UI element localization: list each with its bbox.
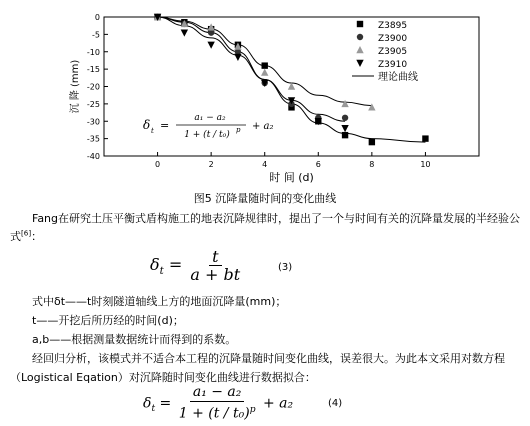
data-point xyxy=(181,29,188,36)
chart-axes xyxy=(68,13,479,184)
eq4-den-text: 1 + (t / t₀) xyxy=(178,405,250,422)
legend-marker xyxy=(356,46,363,53)
formula-denominator-sup: p xyxy=(236,126,241,134)
y-axis-label: 沉 降 (mm) xyxy=(70,59,81,114)
formula-lhs-sub: t xyxy=(151,127,154,135)
chart-legend xyxy=(352,21,418,83)
eq3-lhs: δ xyxy=(150,255,160,274)
data-point xyxy=(341,125,348,132)
settlement-time-chart xyxy=(0,0,530,190)
definition-ab: a,b——根据测量数据统计而得到的系数。 xyxy=(32,333,237,346)
eq3-numerator: t xyxy=(209,248,221,266)
eq4-den-sup: p xyxy=(249,405,256,415)
eq3-lhs-sub: t xyxy=(159,265,164,278)
data-point xyxy=(234,54,241,61)
paragraph-1-line-2 xyxy=(10,228,42,244)
paragraph-2-line-1: 经回归分析，该模式并不适合本工程的沉降量随时间变化曲线，误差很大。为此本文采用对数方程 xyxy=(32,352,505,365)
y-tick-label: -5 xyxy=(92,30,100,40)
paragraph-1-colon: ： xyxy=(31,230,43,243)
eq4-rhs: + a₂ xyxy=(262,395,294,412)
definition-t: t——开挖后所历经的时间(d)； xyxy=(32,314,184,327)
formula-lhs: δ xyxy=(143,118,151,132)
data-point xyxy=(261,69,268,76)
legend-label: 理论曲线 xyxy=(378,72,418,83)
figure-caption: 图5 沉降量随时间的变化曲线 xyxy=(193,192,337,205)
formula-rhs: + a₂ xyxy=(252,121,274,132)
legend-label: Z3895 xyxy=(378,21,408,31)
data-point xyxy=(422,135,428,141)
fit-curve xyxy=(158,17,372,106)
x-tick-label: 10 xyxy=(420,160,431,169)
chart-inline-formula xyxy=(143,113,274,140)
equation-3 xyxy=(150,248,243,283)
legend-marker xyxy=(356,60,363,67)
equation-3-label: (3) xyxy=(278,262,293,273)
y-tick-label: -30 xyxy=(86,117,100,127)
formula-equals: = xyxy=(160,119,170,132)
paragraph-1-word: 式 xyxy=(10,230,21,243)
data-point xyxy=(207,42,214,49)
x-tick-label: 2 xyxy=(208,160,214,169)
data-point xyxy=(368,103,375,110)
y-tick-label: -40 xyxy=(86,152,100,161)
x-tick-label: 8 xyxy=(369,160,375,169)
data-point xyxy=(369,139,375,145)
y-tick-label: 0 xyxy=(94,13,100,22)
equation-4-label: (4) xyxy=(328,398,343,409)
data-point xyxy=(342,115,348,121)
legend-label: Z3905 xyxy=(378,47,408,57)
paragraph-1-line-1: Fang在研究土压平衡式盾构施工的地表沉降规律时，提出了一个与时间有关的沉降量发展的半经验公 xyxy=(32,212,521,225)
formula-denominator: 1 + (t / t₀) xyxy=(184,130,230,140)
x-tick-label: 4 xyxy=(262,160,268,169)
eq4-lhs-sub: t xyxy=(151,404,156,415)
data-point xyxy=(342,132,348,138)
legend-marker xyxy=(357,21,363,27)
eq3-fraction xyxy=(187,248,243,283)
citation-ref: [6] xyxy=(21,228,32,238)
data-point xyxy=(341,100,348,107)
series-z3905 xyxy=(154,13,376,111)
x-axis-label: 时 间 (d) xyxy=(269,171,314,184)
legend-label: Z3910 xyxy=(378,60,408,70)
y-tick-label: -10 xyxy=(86,47,100,57)
eq4-fraction xyxy=(176,384,259,423)
eq3-equals: = xyxy=(168,255,183,274)
y-tick-label: -35 xyxy=(86,134,100,144)
y-tick-label: -25 xyxy=(86,99,100,109)
x-tick-label: 6 xyxy=(315,160,321,169)
legend-marker xyxy=(357,34,363,40)
data-point xyxy=(262,62,268,68)
y-tick-label: -20 xyxy=(86,82,100,92)
equation-4 xyxy=(143,384,293,423)
formula-numerator: a₁ − a₂ xyxy=(194,113,226,123)
y-tick-label: -15 xyxy=(86,65,100,75)
eq4-lhs: δ xyxy=(143,395,152,412)
x-tick-label: 0 xyxy=(155,160,161,169)
eq4-numerator: a₁ − a₂ xyxy=(190,384,245,402)
definition-delta: 式中δt——t时刻隧道轴线上方的地面沉降量(mm)； xyxy=(32,295,287,308)
paragraph-2-line-2: （Logistical Eqation）对沉降随时间变化曲线进行数据拟合： xyxy=(10,371,316,384)
legend-label: Z3900 xyxy=(378,34,408,44)
eq3-denominator: a + bt xyxy=(190,265,241,284)
eq4-denominator xyxy=(176,402,259,423)
eq4-equals: = xyxy=(159,395,172,412)
